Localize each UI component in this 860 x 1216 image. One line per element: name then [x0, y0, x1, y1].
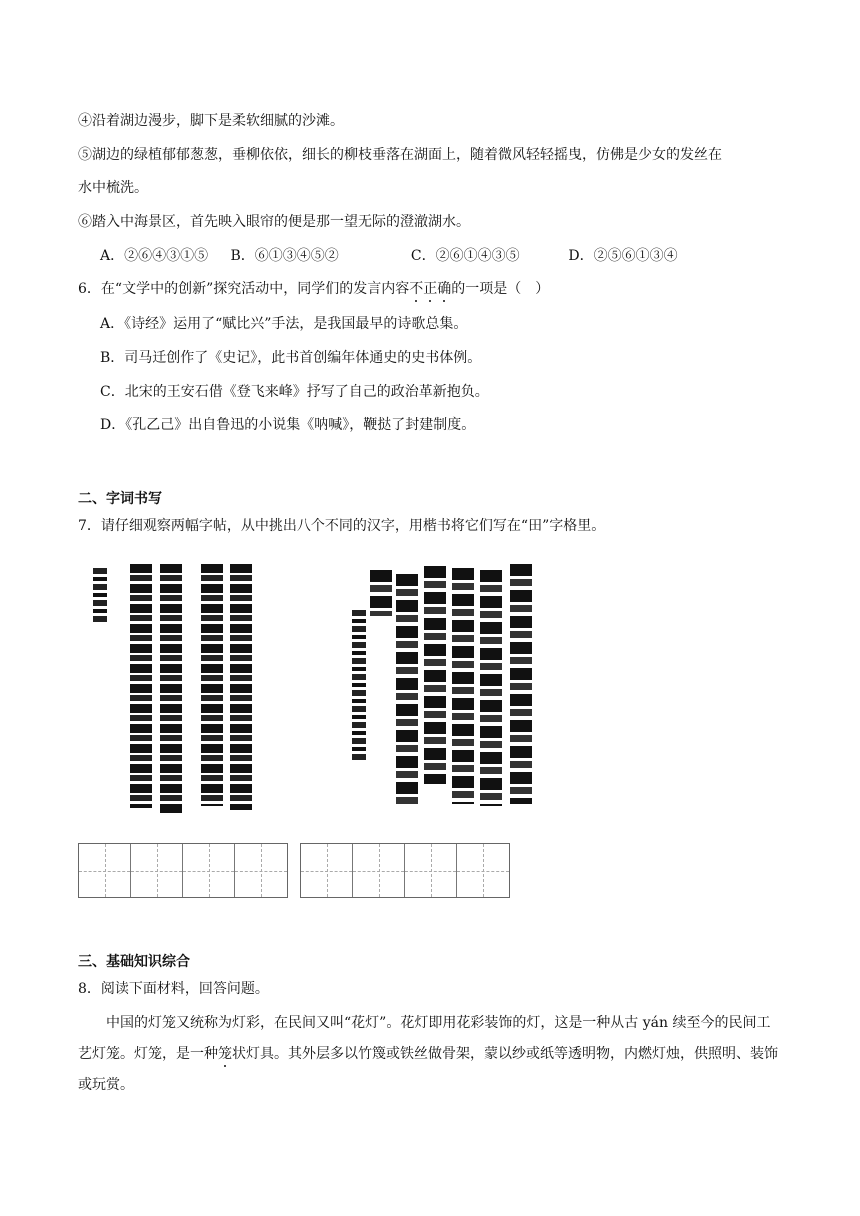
q6-stem	[78, 279, 549, 299]
q8-passage	[78, 1008, 784, 1101]
q5-sentence-5: ⑤湖边的绿植郁郁葱葱，垂柳依依，细长的柳枝垂落在湖面上，随着微风轻轻摇曳，仿佛是少女的发丝在	[78, 147, 722, 163]
calligraphy-copybook-left	[90, 560, 260, 815]
tianzige-cell[interactable]	[457, 844, 509, 897]
q6-option-d[interactable]: D．《孔乙己》出自鲁迅的小说集《呐喊》，鞭挞了封建制度。	[100, 417, 476, 433]
tianzige-cell[interactable]	[79, 844, 131, 897]
q6-stem-tail: 的一项是（ ）	[451, 281, 550, 297]
emphasis-char: 确	[437, 281, 452, 297]
passage-text-tail: 状灯具。其外层多以竹篾或铁丝做骨架，蒙以纱或纸等透明物，内燃灯烛，供照明、装饰或玩赏。	[78, 1046, 778, 1093]
emphasis-char: 正	[423, 281, 438, 297]
q6-stem-text: 6．在“文学中的创新”探究活动中，同学们的发言内容	[78, 281, 410, 297]
tianzige-cell[interactable]	[405, 844, 457, 897]
q7-stem: 7．请仔细观察两幅字帖，从中挑出八个不同的汉字，用楷书将它们写在“田”字格里。	[78, 518, 606, 534]
q5-option-b[interactable]: B．⑥①③④⑤②	[230, 248, 339, 264]
q5-option-a[interactable]: A．②⑥④③①⑤	[100, 248, 209, 264]
tianzige-cell[interactable]	[131, 844, 183, 897]
q6-option-a[interactable]: A．《诗经》运用了“赋比兴”手法，是我国最早的诗歌总集。	[100, 316, 468, 332]
tianzige-grid-right	[300, 843, 510, 898]
section-2-title: 二、字词书写	[78, 491, 162, 507]
calligraphy-copybook-right	[350, 562, 534, 810]
q5-options	[100, 246, 678, 266]
q8-stem: 8．阅读下面材料，回答问题。	[78, 981, 269, 997]
q5-option-c[interactable]: C．②⑥①④③⑤	[410, 248, 520, 264]
q5-option-d[interactable]: D．②⑤⑥①③④	[568, 248, 678, 264]
section-3-title: 三、基础知识综合	[78, 954, 190, 970]
tianzige-cell[interactable]	[301, 844, 353, 897]
emphasis-char: 不	[409, 281, 424, 297]
tianzige-grid-left	[78, 843, 288, 898]
tianzige-cell[interactable]	[353, 844, 405, 897]
q5-sentence-5-cont: 水中梳洗。	[78, 180, 148, 196]
q6-option-b[interactable]: B．司马迁创作了《史记》，此书首创编年体通史的史书体例。	[100, 350, 482, 366]
q5-sentence-6: ⑥踏入中海景区，首先映入眼帘的便是那一望无际的澄澈湖水。	[78, 214, 470, 230]
emphasis-char: 笼	[218, 1046, 232, 1062]
passage-text: 中国的灯笼又统称为灯彩，在民间又叫“花灯”。花灯即用花彩装饰的灯，这是一种从古 yán 续至今的民间工艺灯笼。灯笼，是一种	[78, 1015, 771, 1062]
tianzige-cell[interactable]	[183, 844, 235, 897]
q5-sentence-4: ④沿着湖边漫步，脚下是柔软细腻的沙滩。	[78, 113, 344, 129]
q6-option-c[interactable]: C．北宋的王安石借《登飞来峰》抒写了自己的政治革新抱负。	[100, 384, 489, 400]
tianzige-cell[interactable]	[235, 844, 287, 897]
